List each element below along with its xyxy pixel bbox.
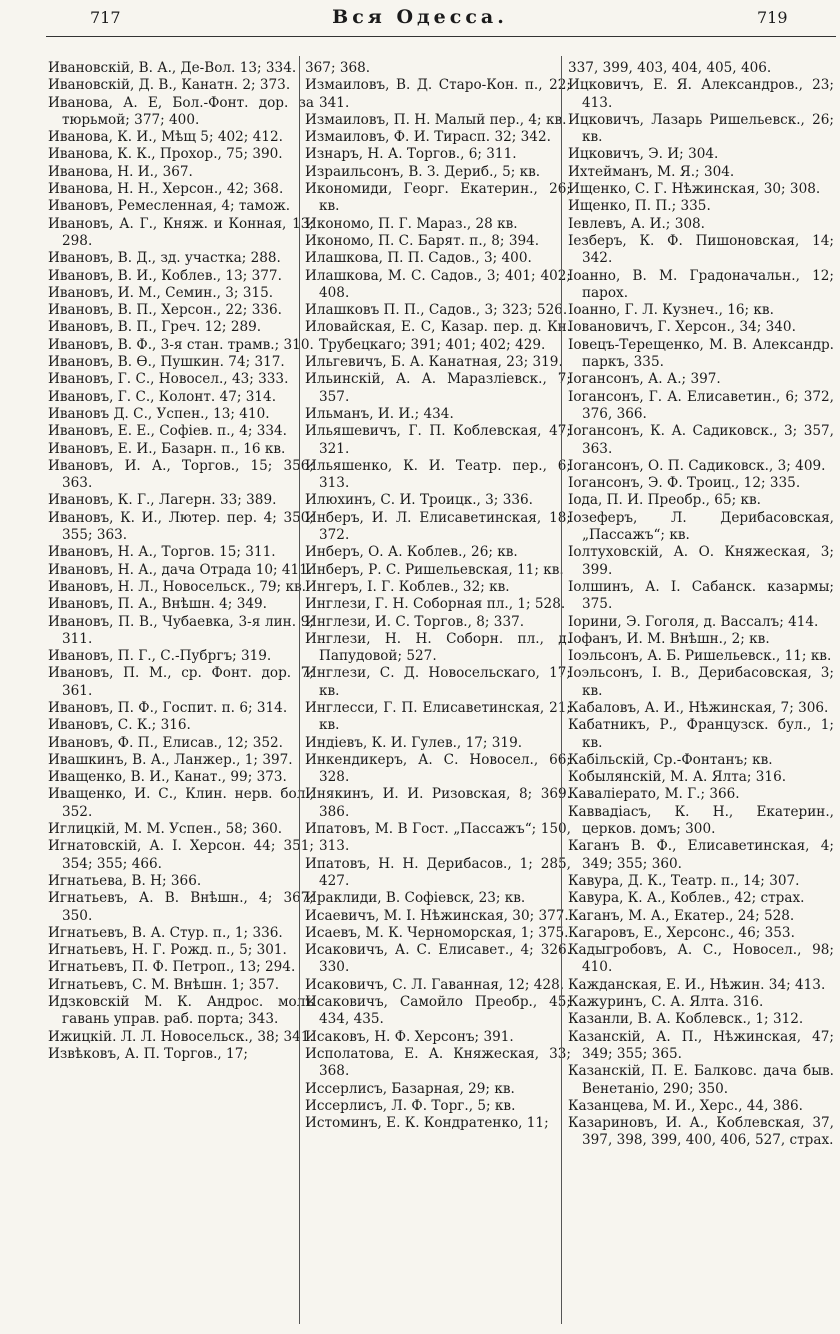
directory-entry: Казанцева, М. И., Херс., 44, 386. [568,1097,803,1114]
directory-entry: Иванова, Н. И., 367. [48,163,193,180]
directory-entry: Ивановъ, Г. С., Колонт. 47; 314. [48,388,277,405]
directory-entry: Іода, П. И. Преобр., 65; кв. [568,492,761,509]
directory-entry: Икономо, П. С. Барят. п., 8; 394. [305,232,540,249]
directory-entry: Игнатьевъ, А. В. Внѣшн., 4; 367; 350. [48,890,314,924]
directory-entry: Иващенко, И. С., Клин. нерв. бол., 352. [48,786,314,820]
directory-entry: Иглицкій, М. М. Успен., 58; 360. [48,821,283,838]
directory-entry: Ивановъ, И. М., Семин., 3; 315. [48,284,274,301]
directory-entry: Игнатьева, В. Н; 366. [48,872,202,889]
directory-entry: Ивановъ, И. А., Торгов., 15; 356; 363. [48,457,314,492]
directory-entry: Кадыгробовъ, А. С., Новосел., 98; 410. [568,942,834,976]
directory-entry: Измаиловъ, В. Д. Старо-Кон. п., 22; 341. [305,77,571,111]
directory-entry: Ипатовъ, М. В Гост. „Пассажъ“; 150, 313. [305,821,571,855]
page-number-right: 719 [757,8,788,27]
directory-entry: Исполатова, Е. А. Княжеская, 33; 368. [305,1045,571,1080]
directory-entry: Іовецъ-Терещенко, М. В. Александр. паркъ, 335. [568,336,834,371]
directory-entry: Исаковъ, Н. Ф. Херсонъ; 391. [305,1028,514,1045]
directory-entry: Іогансонъ, А. А.; 397. [568,371,721,388]
directory-entry: Каганъ В. Ф., Елисаветинская, 4; 349; 355; 360. [568,838,834,872]
directory-entry: Ивановскій, Д. В., Канатн. 2; 373. [48,77,291,94]
column-3 [568,60,834,1328]
directory-entry: Ицковичъ, Лазарь Ришельевск., 26; кв. [568,111,834,146]
directory-entry: Исаковичъ, А. С. Елисавет., 4; 326. 330. [305,942,571,976]
directory-entry: Іолтуховскій, А. О. Княжеская, 3; 399. [568,544,834,578]
directory-entry: Іофанъ, И. М. Внѣшн., 2; кв. [568,630,770,647]
directory-entry: Ихтейманъ, М. Я.; 304. [568,163,735,180]
directory-entry: Ивашкинъ, В. А., Ланжер., 1; 397. [48,751,293,768]
directory-entry: Идзковскій М. К. Андрос. молъ гавань управ. раб. порта; 343. [48,994,314,1028]
directory-entry: Илашкова, П. П. Садов., 3; 400. [305,250,532,267]
directory-entry: Ивановъ, Е. И., Базарн. п., 16 кв. [48,440,286,457]
directory-entry: Ицковичъ, Э. И; 304. [568,146,719,163]
directory-entry: Иващенко, В. И., Канат., 99; 373. [48,769,287,786]
directory-entry: Истоминъ, Е. К. Кондратенко, 11; [305,1115,549,1132]
directory-entry: Ивановъ, В. Д., зд. участка; 288. [48,250,281,267]
directory-entry: Ивановъ, В. П., Греч. 12; 289. [48,319,262,336]
directory-entry: Икономо, П. Г. Мараз., 28 кв. [305,215,518,232]
directory-entry: Ивановъ, С. К.; 316. [48,717,191,734]
directory-entry: Кавура, Д. К., Театр. п., 14; 307. [568,872,800,889]
column-2 [305,60,571,1328]
directory-entry: Ищенко, П. П.; 335. [568,198,711,215]
directory-entry: Икономиди, Георг. Екатерин., 26; кв. [305,181,571,215]
directory-entry: Ивановъ, П. М., ср. Фонт. дор. 7; 361. [48,665,314,699]
directory-entry: Игнатовскій, А. I. Херсон. 44; 351; 354; 355; 466. [48,838,314,872]
directory-entry: Кабільскій, Ср.-Фонтанъ; кв. [568,751,773,768]
column-divider-2 [561,56,562,1324]
directory-entry: Іоэльсонъ, I. В., Дерибасовская, 3; кв. [568,665,834,699]
directory-entry: Ивановъ, П. А., Внѣшн. 4; 349. [48,596,267,613]
directory-entry: Ицковичъ, Е. Я. Александров., 23; 413. [568,77,834,111]
directory-entry: Ильяшенко, К. И. Театр. пер., 6; 313. [305,457,571,492]
directory-entry: 367; 368. [305,60,371,76]
directory-entry: Каганъ, М. А., Екатер., 24; 528. [568,907,795,924]
directory-entry: Инглези, Г. Н. Соборная пл., 1; 528. [305,596,566,613]
directory-entry: Исаевъ, М. К. Черноморская, 1; 375. [305,924,569,941]
directory-entry: Илашковъ П. П., Садов., 3; 323; 526. [305,302,568,319]
directory-entry: Кабаловъ, А. И., Нѣжинская, 7; 306. [568,699,829,716]
directory-entry: Игнатьевъ, П. Ф. Петроп., 13; 294. [48,959,296,976]
directory-entry: Игнатьевъ, В. А. Стур. п., 1; 336. [48,924,283,941]
directory-entry: Иссерлисъ, Л. Ф. Торг., 5; кв. [305,1097,516,1114]
directory-entry: Казариновъ, И. А., Коблевская, 37, 397, 398, 399, 400, 406, 527, страх. [568,1115,834,1149]
directory-entry: Ивановъ, Ремесленная, 4; тамож. [48,198,291,215]
directory-entry: Ивановъ, А. Г., Княж. и Конная, 13; 298. [48,215,314,249]
directory-entry: Илашкова, М. С. Садов., 3; 401; 402; 408. [305,267,571,301]
directory-entry: Кабатникъ, Р., Французск. бул., 1; кв. [568,717,834,751]
column-1 [48,60,314,1328]
directory-entry: Ивановъ, П. Ф., Госпит. п. 6; 314. [48,699,288,716]
directory-entry: Іогансонъ, Г. А. Елисаветин., 6; 372, 376, 366. [568,388,834,422]
directory-entry: Инглези, С. Д. Новосельскаго, 17; кв. [305,665,571,699]
directory-entry: Ивановъ, Е. Е., Софіев. п., 4; 334. [48,423,288,440]
directory-entry: Іогансонъ, Э. Ф. Троиц., 12; 335. [568,475,801,492]
directory-entry: Кажданская, Е. И., Нѣжин. 34; 413. [568,976,826,993]
directory-entry: Ингеръ, I. Г. Коблев., 32; кв. [305,578,510,595]
directory-entry: Казанскій, А. П., Нѣжинская, 47; 349; 355; 365. [568,1028,834,1062]
directory-entry: Іозеферъ, Л. Дерибасовская, „Пассажъ“; кв. [568,509,834,544]
directory-entry: Кажуринъ, С. А. Ялта. 316. [568,994,764,1011]
directory-entry: Каввадіасъ, К. Н., Екатерин., церков. домъ; 300. [568,803,834,838]
directory-entry: Казанскій, П. Е. Балковс. дача быв. Венетаніо, 290; 350. [568,1063,834,1097]
header-rule [46,36,836,37]
directory-entry: Инберъ, Р. С. Ришельевская, 11; кв. [305,561,564,578]
directory-entry: Ильгевичъ, Б. А. Канатная, 23; 319. [305,354,563,371]
directory-entry: Индіевъ, К. И. Гулев., 17; 319. [305,734,523,751]
directory-entry: Іолшинъ, А. I. Сабанск. казармы; 375. [568,578,834,613]
directory-entry: Инберъ, И. Л. Елисаветинская, 18; 372. [305,509,571,544]
directory-entry: Ивановъ, В. Ѳ., Пушкин. 74; 317. [48,354,285,371]
directory-entry: Извѣковъ, А. П. Торгов., 17; [48,1045,248,1062]
directory-entry: Ижицкій. Л. Л. Новосельск., 38; 341. [48,1028,314,1045]
directory-entry: Инглези, И. С. Торгов., 8; 337. [305,613,525,630]
directory-entry: Ивановъ, П. В., Чубаевка, 3-я лин. 9; 311. [48,613,314,647]
directory-entry: Ильяшевичъ, Г. П. Коблевская, 47; 321. [305,423,571,457]
directory-entry: Иванова, К. К., Прохор., 75; 390. [48,146,283,163]
directory-entry: Казанли, В. А. Коблевск., 1; 312. [568,1011,804,1028]
directory-entry: Исаковичъ, С. Л. Гаванная, 12; 428. [305,976,565,993]
directory-entry: Игнатьевъ, Н. Г. Рожд. п., 5; 301. [48,942,287,959]
directory-entry: Ипатовъ, Н. Н. Дерибасов., 1; 285, 427. [305,855,571,889]
directory-entry: 337, 399, 403, 404, 405, 406. [568,60,772,76]
directory-entry: Исаковичъ, Самойло Преобр., 45; 434, 435. [305,994,571,1028]
directory-entry: Инякинъ, И. И. Ризовская, 8; 369. 386. [305,786,571,820]
directory-entry: Ильинскій, А. А. Маразліевск., 7; 357. [305,371,571,405]
directory-entry: Іоанно, В. М. Градоначальн., 12; парох. [568,267,834,301]
directory-entry: Ивановъ Д. С., Успен., 13; 410. [48,405,270,422]
directory-entry: Иловайская, Е. С, Казар. пер. д. Кн. Трубецкаго; 391; 401; 402; 429. [305,319,571,353]
directory-entry: Изнаръ, Н. А. Торгов., 6; 311. [305,146,517,163]
directory-entry: Исаевичъ, М. I. Нѣжинская, 30; 377. [305,907,569,924]
directory-entry: Кобылянскій, М. А. Ялта; 316. [568,769,787,786]
directory-entry: Ильманъ, И. И.; 434. [305,405,454,422]
directory-entry: Ивановъ, В. Ф., 3-я стан. трамв.; 310. [48,336,314,353]
running-title: Вся Одесса. [332,6,508,28]
directory-entry: Измаиловъ, П. Н. Малый пер., 4; кв. [305,111,567,128]
directory-entry: Ищенко, С. Г. Нѣжинская, 30; 308. [568,181,821,198]
directory-entry: Игнатьевъ, С. М. Внѣшн. 1; 357. [48,976,280,993]
directory-entry: Каваліерато, М. Г.; 366. [568,786,740,803]
directory-entry: Илюхинъ, С. И. Троицк., 3; 336. [305,492,533,509]
directory-entry: Кагаровъ, Е., Херсонс., 46; 353. [568,924,795,941]
directory-entry: Инберъ, О. А. Коблев., 26; кв. [305,544,518,561]
directory-entry: Кавура, К. А., Коблев., 42; страх. [568,890,805,907]
directory-entry: Ивановъ, Н. Л., Новосельск., 79; кв. [48,578,306,595]
directory-entry: Іорини, Э. Гоголя, д. Вассалъ; 414. [568,613,819,630]
directory-entry: Ивановъ, Н. А., дача Отрада 10; 411. [48,561,313,578]
directory-entry: Ивановскій, В. А., Де-Вол. 13; 334. [48,60,297,76]
directory-entry: Ивановъ, В. И., Коблев., 13; 377. [48,267,282,284]
directory-entry: Инглесси, Г. П. Елисаветинская, 21; кв. [305,699,571,734]
directory-entry: Иванова, К. И., Мѣщ 5; 402; 412. [48,129,283,146]
directory-entry: Іоэльсонъ, А. Б. Ришельевск., 11; кв. [568,648,832,665]
directory-entry: Ивановъ, П. Г., С.-Пубргъ; 319. [48,648,272,665]
directory-entry: Ивановъ, Н. А., Торгов. 15; 311. [48,544,276,561]
directory-entry: Іевлевъ, А. И.; 308. [568,215,705,232]
directory-entry: Ивановъ, Г. С., Новосел., 43; 333. [48,371,289,388]
directory-entry: Измаиловъ, Ф. И. Тирасп. 32; 342. [305,129,551,146]
page-header [0,0,840,38]
directory-entry: Иссерлисъ, Базарная, 29; кв. [305,1080,515,1097]
directory-entry: Ивановъ, К. И., Лютер. пер. 4; 350; 355; 363. [48,509,314,544]
directory-entry: Іогансонъ, О. П. Садиковск., 3; 409. [568,457,826,474]
directory-entry: Іоанно, Г. Л. Кузнеч., 16; кв. [568,302,774,319]
directory-entry: Іезберъ, К. Ф. Пишоновская, 14; 342. [568,232,834,267]
directory-entry: Ивановъ, К. Г., Лагерн. 33; 389. [48,492,277,509]
column-divider-1 [299,56,300,1324]
page-number-left: 717 [90,8,121,27]
directory-entry: Ивановъ, В. П., Херсон., 22; 336. [48,302,282,319]
directory-entry: Ираклиди, В. Софіевск, 23; кв. [305,890,526,907]
directory-entry: Іовановичъ, Г. Херсон., 34; 340. [568,319,796,336]
directory-entry: Израильсонъ, В. З. Дериб., 5; кв. [305,163,541,180]
directory-entry: Іогансонъ, К. А. Садиковск., 3; 357, 363. [568,423,834,457]
directory-entry: Инглези, Н. Н. Соборн. пл., д. Папудовой; 527. [305,630,571,665]
directory-entry: Иванова, Н. Н., Херсон., 42; 368. [48,181,284,198]
directory-entry: Ивановъ, Ф. П., Елисав., 12; 352. [48,734,283,751]
directory-entry: Иванова, А. Е, Бол.-Фонт. дор. за тюрьмой; 377; 400. [48,94,314,128]
directory-entry: Инкендикеръ, А. С. Новосел., 66; 328. [305,751,571,786]
